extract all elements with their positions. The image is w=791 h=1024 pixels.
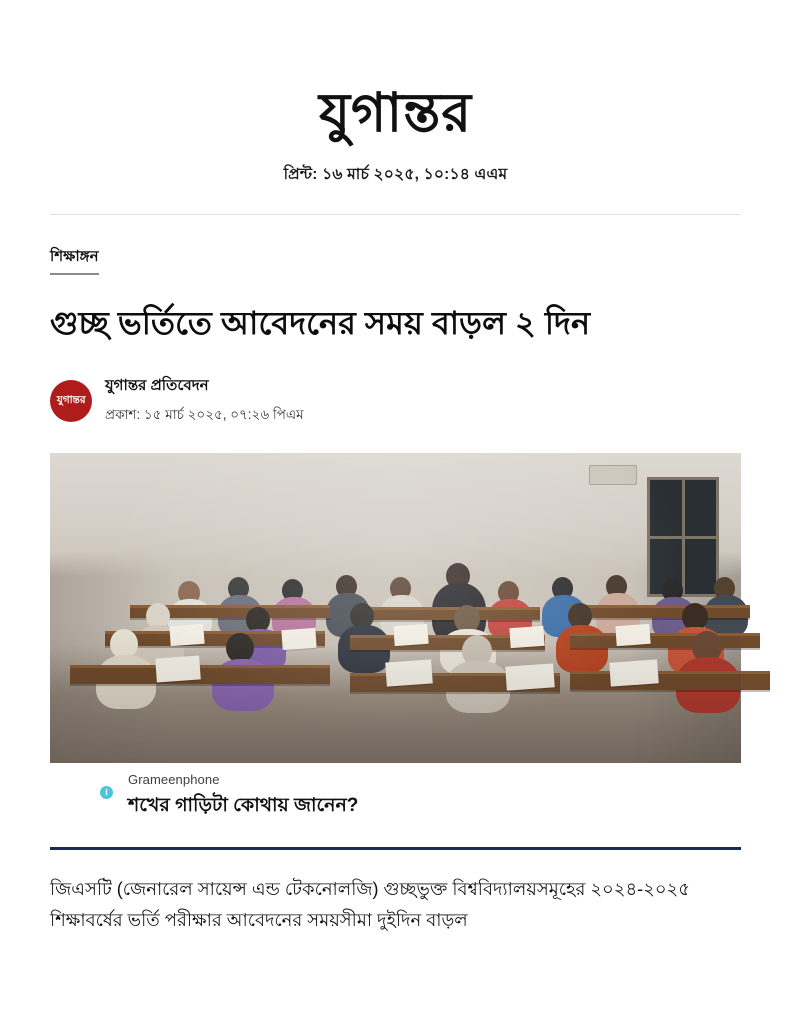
ad-panel[interactable] [100,763,691,825]
article-photo [50,453,741,817]
masthead [0,0,791,215]
avatar [50,380,92,422]
section-divider [50,847,741,850]
ad-brand: Grameenphone [128,772,220,788]
site-logo: যুগান্তর [318,83,473,143]
photo-shading [50,453,741,763]
article-body: জিএসটি (জেনারেল সায়েন্স এন্ড টেকনোলজি) গুচ্ছভুক্ত বিশ্ববিদ্যালয়সমূহের ২০২৪-২০২৫ শিক্ষাবর্ষের ভর্তি পরীক্ষার আবেদনের সময়সীমা দুইদিন বাড়ল [50,879,690,931]
article [0,215,791,817]
avatar-label: যুগান্তর [56,394,86,407]
byline-author: যুগান্তর প্রতিবেদন [105,377,209,395]
article-category[interactable]: শিক্ষাঙ্গন [50,245,99,275]
byline [50,374,741,427]
byline-published-date: প্রকাশ: ১৫ মার্চ ২০২৫, ০৭:২৬ পিএম [105,407,304,423]
byline-text [105,374,304,427]
ad-title[interactable]: শখের গাড়িটা কোথায় জানেন? [128,795,359,817]
classroom-exam-photo [50,453,741,763]
info-icon[interactable]: i [100,786,113,799]
page-title: গুচ্ছ ভর্তিতে আবেদনের সময় বাড়ল ২ দিন [50,305,591,341]
print-timestamp: প্রিন্ট: ১৬ মার্চ ২০২৫, ১০:১৪ এএম [283,166,508,183]
